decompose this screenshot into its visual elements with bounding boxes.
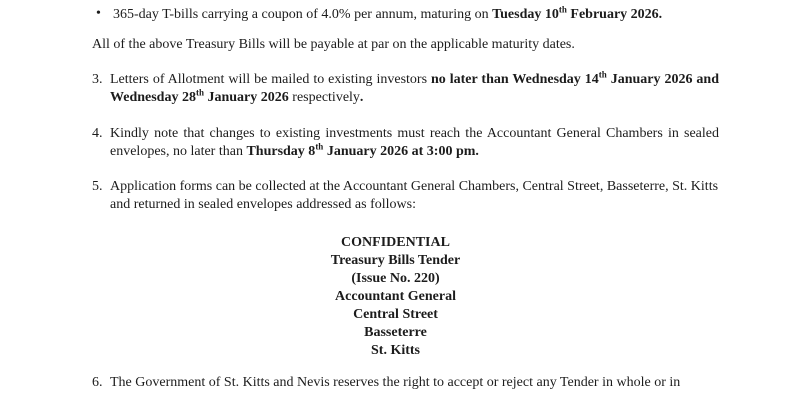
- item-3-deadline-bold-cont: January 2026 and Wednesday 28: [110, 72, 719, 105]
- item-3-deadline-bold-end: January 2026: [203, 90, 289, 105]
- bullet-item-date-bold-cont: February 2026.: [566, 7, 663, 22]
- payable-note-text: All of the above Treasury Bills will be payable at par on the applicable maturity dates.: [92, 37, 575, 52]
- list-item-3-letters-of-allotment: [92, 71, 719, 107]
- list-item-4-investment-changes: [92, 125, 719, 161]
- item-3-period: .: [359, 90, 364, 105]
- address-line-street: Central Street: [353, 307, 438, 322]
- ordinal-suffix: th: [598, 69, 607, 80]
- item-number: 5.: [92, 179, 103, 194]
- bullet-item-date-bold: Tuesday 10: [492, 7, 559, 22]
- item-number: 4.: [92, 126, 103, 141]
- bullet-item-365-day-tbills: [92, 6, 719, 24]
- item-number: 6.: [92, 375, 103, 390]
- address-line-issue-no: (Issue No. 220): [351, 271, 440, 286]
- item-4-text: Kindly note that changes to existing investments must reach the Accountant General Chambers in sealed envelopes, no later than: [110, 126, 719, 159]
- item-3-deadline-bold: no later than Wednesday 14: [430, 72, 599, 87]
- item-5-text: Application forms can be collected at the Accountant General Chambers, Central Street, Basseterre, St. Kitts and returned in sealed envelopes addressed as follows:: [110, 179, 719, 212]
- bullet-icon: •: [96, 6, 101, 21]
- item-number: 3.: [92, 72, 103, 87]
- item-4-deadline-bold-cont: January 2026 at 3:00 pm.: [323, 144, 479, 159]
- ordinal-suffix: th: [195, 87, 204, 98]
- item-3-text-cont: respectively: [288, 90, 360, 105]
- address-line-tender: Treasury Bills Tender: [330, 253, 461, 268]
- item-4-deadline-bold: Thursday 8: [246, 144, 316, 159]
- bullet-item-text: 365-day T-bills carrying a coupon of 4.0% per annum, maturing on: [113, 7, 493, 22]
- address-line-country: St. Kitts: [371, 343, 420, 358]
- ordinal-suffix: th: [558, 4, 567, 15]
- payable-note: [92, 36, 719, 54]
- address-line-confidential: CONFIDENTIAL: [341, 235, 450, 250]
- address-line-city: Basseterre: [364, 325, 427, 340]
- confidential-address-block: [0, 234, 791, 360]
- ordinal-suffix: th: [315, 141, 324, 152]
- list-item-6-reserve-right: [92, 374, 719, 392]
- item-6-text: The Government of St. Kitts and Nevis reserves the right to accept or reject any Tender in whole or in: [110, 375, 681, 390]
- address-line-accountant-general: Accountant General: [335, 289, 456, 304]
- list-item-5-application-forms: [92, 178, 719, 214]
- item-3-text: Letters of Allotment will be mailed to existing investors: [110, 72, 431, 87]
